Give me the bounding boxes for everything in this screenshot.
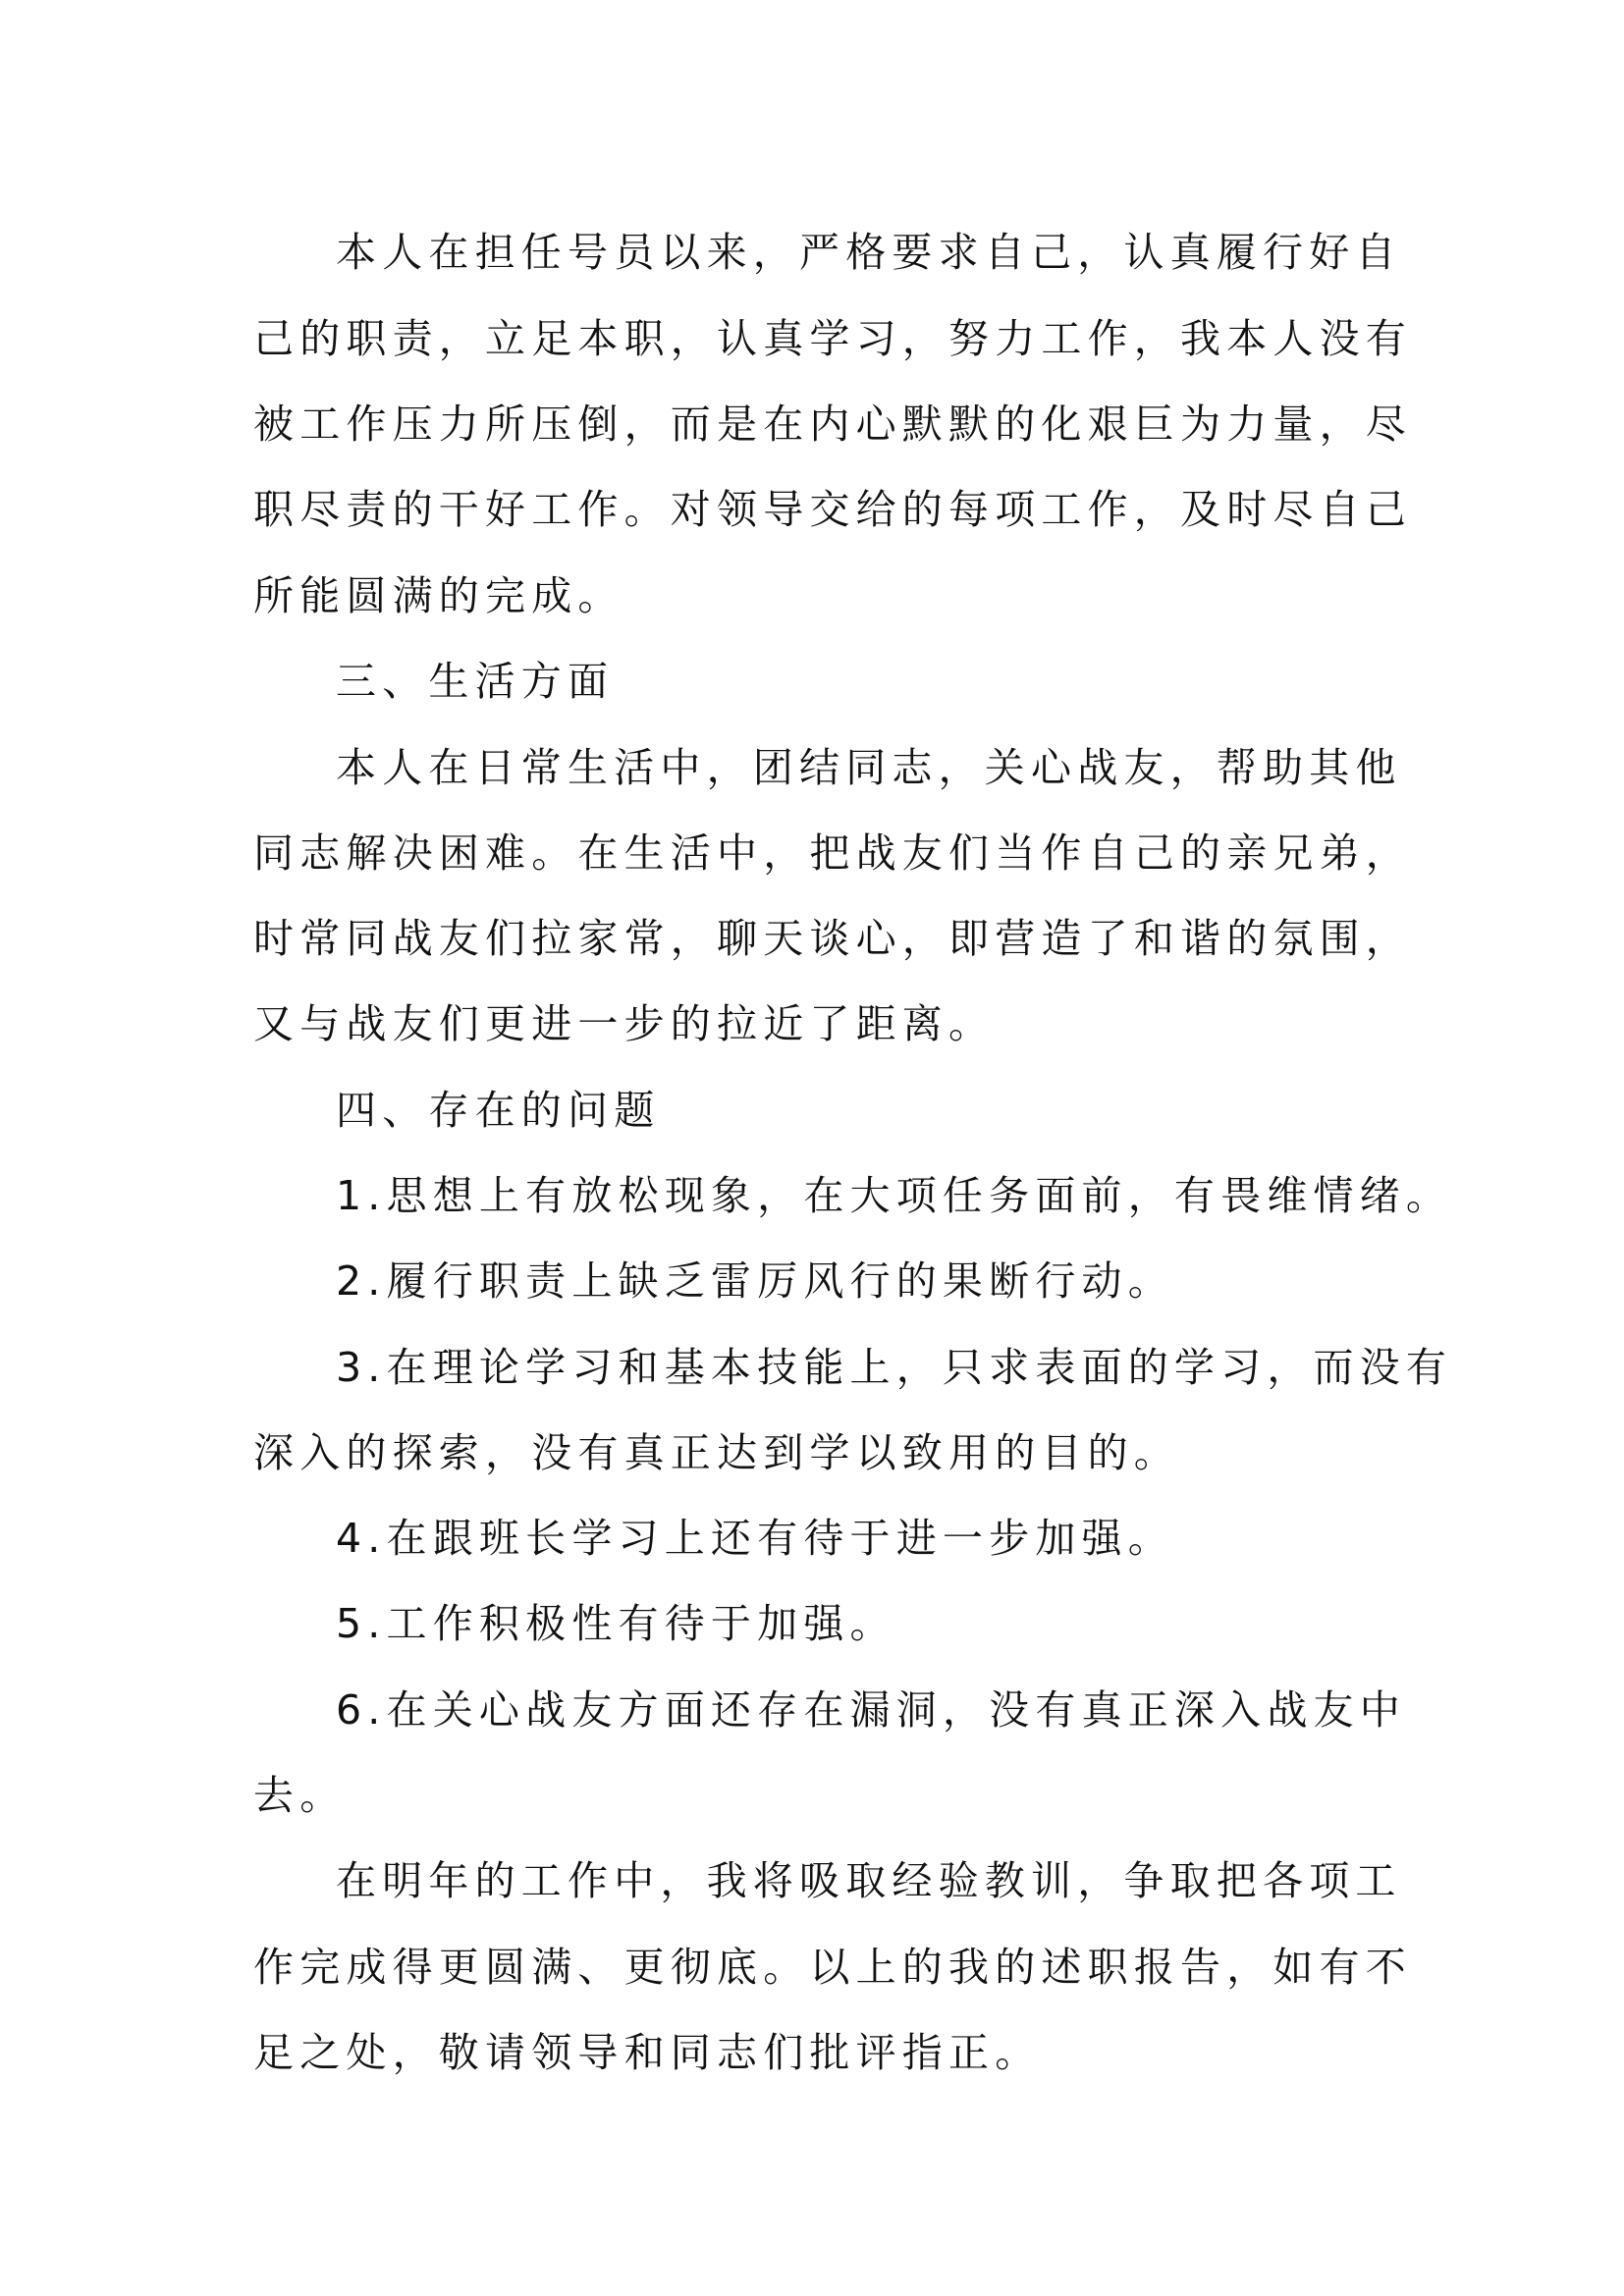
list-item: 1.思想上有放松现象，在大项任务面前，有畏维情绪。 <box>336 1172 1453 1219</box>
text-line: 所能圆满的完成。 <box>253 572 624 619</box>
list-item: 6.在关心战友方面还存在漏洞，没有真正深入战友中 <box>336 1686 1406 1734</box>
list-item: 2.履行职责上缺乏雷厉风行的果断行动。 <box>336 1257 1174 1305</box>
list-item-continuation: 深入的探索，没有真正达到学以致用的目的。 <box>253 1429 1180 1476</box>
list-item: 4.在跟班长学习上还有待于进一步加强。 <box>336 1515 1174 1562</box>
text-line: 同志解决困难。在生活中，把战友们当作自己的亲兄弟， <box>253 829 1412 877</box>
list-item: 3.在理论学习和基本技能上，只求表面的学习，而没有 <box>336 1344 1453 1391</box>
text-line: 己的职责，立足本职，认真学习，努力工作，我本人没有 <box>253 315 1412 362</box>
text-line: 足之处，敬请领导和同志们批评指正。 <box>253 2029 1042 2076</box>
text-line: 在明年的工作中，我将吸取经验教训，争取把各项工 <box>336 1857 1402 1904</box>
section-heading-life: 三、生活方面 <box>336 658 615 705</box>
text-line: 本人在担任号员以来，严格要求自己，认真履行好自 <box>336 229 1402 276</box>
text-line: 职尽责的干好工作。对领导交给的每项工作，及时尽自己 <box>253 486 1412 533</box>
list-item-continuation: 去。 <box>253 1772 347 1819</box>
text-line: 时常同战友们拉家常，聊天谈心，即营造了和谐的氛围， <box>253 915 1412 962</box>
text-line: 本人在日常生活中，团结同志，关心战友，帮助其他 <box>336 744 1402 791</box>
list-item: 5.工作积极性有待于加强。 <box>336 1600 896 1647</box>
text-line: 被工作压力所压倒，而是在内心默默的化艰巨为力量，尽 <box>253 400 1412 448</box>
section-heading-issues: 四、存在的问题 <box>336 1087 661 1134</box>
text-line: 作完成得更圆满、更彻底。以上的我的述职报告，如有不 <box>253 1944 1412 1991</box>
text-line: 又与战友们更进一步的拉近了距离。 <box>253 1000 996 1047</box>
